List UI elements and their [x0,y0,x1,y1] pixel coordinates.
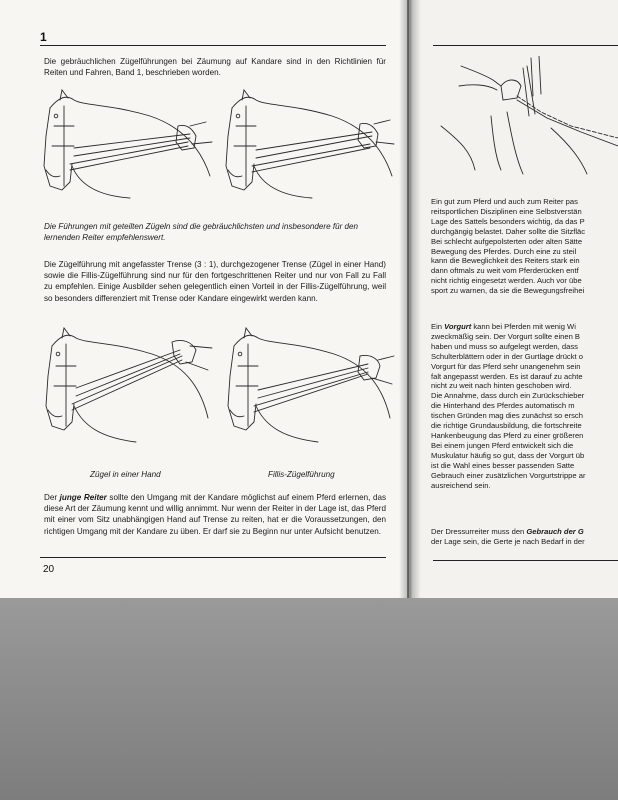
text-line: Lage des Sattels besonders wichtig, da das P [431,216,585,226]
text-line: haben und muss so aufgelegt werden, dass [431,341,578,351]
term-vorgurt: Vorgurt [444,322,472,331]
text-line: die richtige Grundausbildung, die fortschreite [431,421,582,431]
text-line: sport zu warnen, da sie die Bewegungsfreihei [431,286,585,296]
term-gerte: Gebrauch der G [526,527,584,536]
left-page [0,0,407,598]
text-line: dann oftmals zu weit vom Pferderücken entf [431,266,579,276]
term-young-rider: junge Reiter [59,493,107,502]
vorgurt-paragraph [431,322,586,490]
right-footer-rule [433,560,618,561]
text-line: Gebrauch einer zusätzlichen Vorgurtstrippe ar [431,470,586,480]
page-number: 20 [43,564,55,575]
text-line: tischen Gründen mag dies zunächst so ersch [431,411,583,421]
illustration-fillis-rein-handling [222,326,397,451]
text-line: Bewegung des Pferdes. Durch eine zu steil [431,246,577,256]
text-line: ausreichend sein. [431,480,491,490]
text-line: zweckmäßig sein. Der Vorgurt sollte einen B [431,331,580,341]
text-line: Bei einem jungen Pferd entwickelt sich die [431,440,574,450]
text-line: Bei schlecht aufgepolsterten oder alten Sätte [431,236,583,246]
text-line: Schulterblättern oder in der Gurtlage drückt o [431,351,583,361]
text-lead: Ein [431,322,445,331]
illustration-rider-saddle [431,56,618,176]
caption-reins-one-hand: Zügel in einer Hand [90,470,161,479]
text-line: die Hinterhand des Pferdes automatisch m [431,401,575,411]
caption-split-reins: Die Führungen mit geteilten Zügeln sind die gebräuchlichsten und insbesondere für den lernenden Reiter empfehlenswert. [44,222,359,243]
saddle-paragraph [431,197,585,296]
paragraph-lead: Der [44,493,60,502]
right-header-rule [433,45,618,46]
text-line: der Lage sein, die Gerte je nach Bedarf in der [431,536,585,546]
text-line: kann die Beweglichkeit des Reiters stark ein [431,256,580,266]
paragraph-rein-handling: Die Zügelführung mit angefasster Trense (3 : 1), durchgezogener Trense (Zügel in einer Hand) sowie die Fillis-Zügelführung sind nur für den fortgeschrittenen Reiter und nur von Fall zu Fall zu empfehlen. Einige Ausbilder sehen gelegentlich einen Vorteil in der Fillis-Zügelführung, weil so besonders differenziert mit Trense oder Kandare eingewirkt werden kann. [44,260,386,303]
text-line: Muskulatur häufig so gut, dass der Vorgurt üb [431,450,585,460]
intro-paragraph: Die gebräuchlichen Zügelführungen bei Zäumung auf Kandare sind in den Richtlinien für Reiten und Fahren, Band 1, beschrieben worden. [44,57,386,78]
text-line: Ein gut zum Pferd und auch zum Reiter pas [431,197,578,206]
text-line: nicht zu weit nach hinten geschoben wird. [431,381,572,391]
right-page [409,0,618,598]
header-rule [40,45,386,46]
text-line: ist die Wahl eines besser passenden Satte [431,460,575,470]
text-line: durchgängig belastet. Daher sollte die Sitzfläc [431,226,586,236]
illustration-reins-one-hand [40,326,215,451]
footer-rule [40,557,386,558]
illustration-split-reins-2 [222,86,397,206]
paragraph-body: sollte den Umgang mit der Kandare möglichst auf einem Pferd erlernen, das diese Art der Zäumung kennt und willig annimmt. Nur wenn der Reiter in der Lage ist, das Pferd mit einer vom Sitz unabhängigen Hand auf Trense zu reiten, hat er die Voraussetzungen, den richtigen Umgang mit der Kandare zu üben. Er darf sie zu Beginn nur unter Aufsicht benutzen. [44,493,386,536]
caption-fillis: Fillis-Zügelführung [268,470,335,479]
text-line: Hankenbeugung das Pferd zu einer größeren [431,430,584,440]
book-gutter [399,0,421,598]
text-lead: Der Dressurreiter muss den [431,527,527,536]
text-line: nicht richtig eingesetzt werden. Auch vor übe [431,276,582,286]
text-line: reitsportlichen Disziplinen eine Selbstverstän [431,206,582,216]
text-line [431,527,585,537]
text-line: Vorgurt für das Pferd sehr unangenehm sein [431,361,581,371]
text-line [431,322,586,332]
text-line: falt angepasst werden. Es ist darauf zu achte [431,371,583,381]
text-rest: kann bei Pferden mit wenig Wi [471,322,576,331]
dressage-paragraph [431,527,585,547]
chapter-number: 1 [40,30,47,44]
paragraph-young-rider [44,492,386,537]
illustration-split-reins-1 [40,86,215,206]
scan-background [0,598,618,800]
text-line: Die Annahme, dass durch ein Zurückschieber [431,391,585,401]
